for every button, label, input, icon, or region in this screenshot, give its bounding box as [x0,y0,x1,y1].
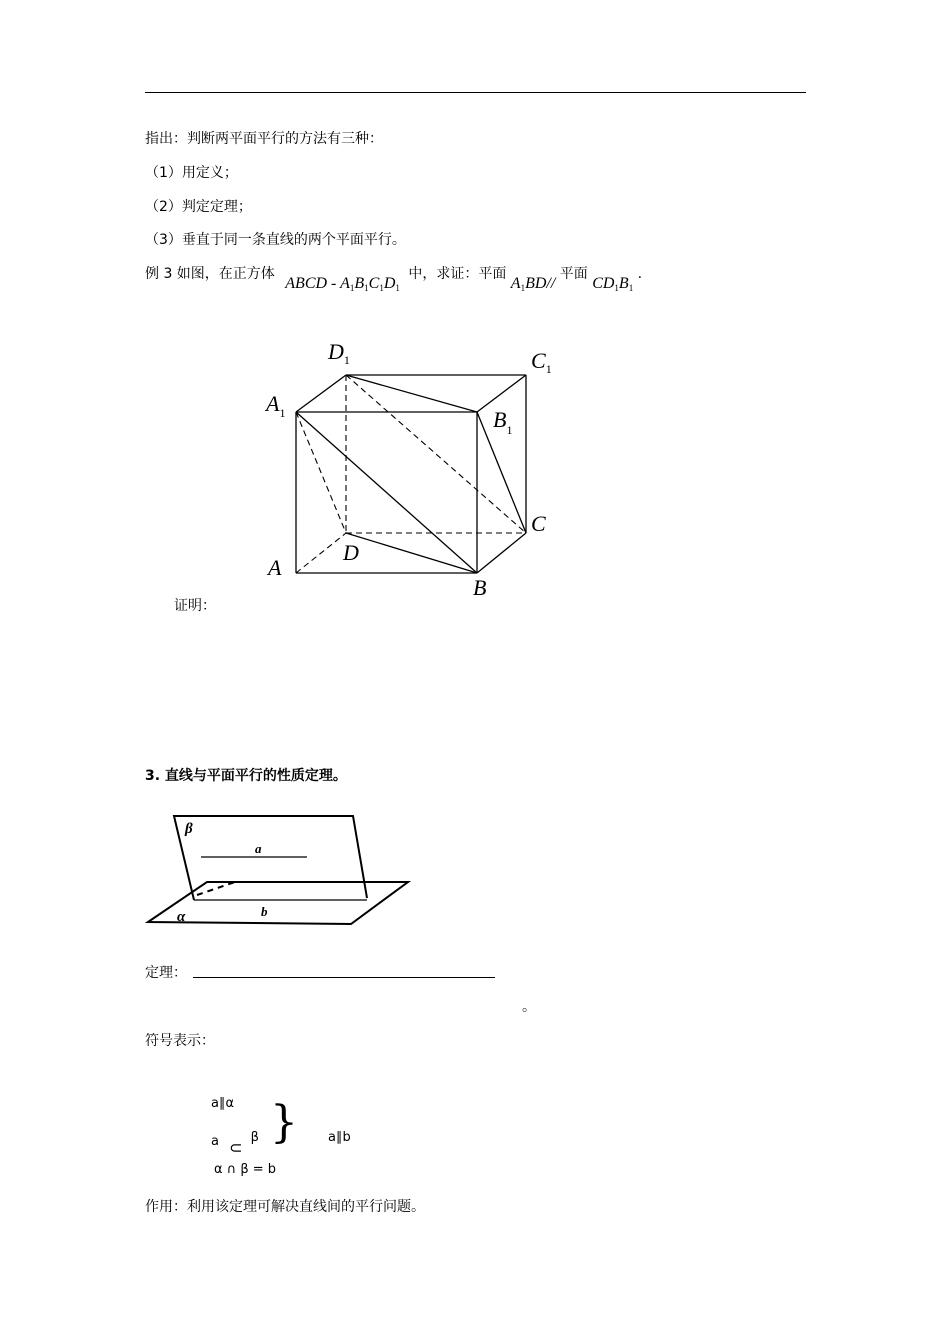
symbolic-conclusion: a∥b [328,1130,351,1145]
intro-item-2: （2）判定定理； [145,199,252,215]
symbolic-line-3: α ∩ β = b [214,1162,277,1177]
symbolic-line-1: a∥α [211,1096,235,1111]
header-rule [145,92,806,93]
symbolic-brace: } [270,1097,298,1148]
symbolic-line-2: a ⊂ β [211,1130,259,1157]
plane-figure [145,808,415,933]
example3-prefix: 例 3 如图，在正方体 [145,266,275,282]
plane-a1bd: $A_1BD//$ [510,275,556,293]
label-beta: β [185,821,193,837]
example3-line: 例 3 如图，在正方体 ABCD - $A_1B_1C_1D_1$ 中，求证：平面 $A_1BD//$ 平面 $CD_1B_1$ . [145,266,643,293]
section3-title: 3. 直线与平面平行的性质定理。 [145,768,347,784]
label-a: A [268,555,282,580]
plane-cd1b1: $CD_1B_1$ [592,275,634,293]
label-b1: $B_1$ [493,407,513,437]
label-a: a [255,841,262,856]
label-d: D [343,540,359,565]
cube-name: ABCD - $A_1B_1C_1D_1$ [285,275,400,293]
label-c1: $C_1$ [531,348,552,376]
label-b: B [473,575,487,600]
intro-heading: 指出：判断两平面平行的方法有三种： [145,131,383,147]
intro-item-3: （3）垂直于同一条直线的两个平面平行。 [145,232,406,248]
label-d1: $D_1$ [328,339,350,367]
symbolic-label: 符号表示： [145,1033,215,1049]
example3-mid: 中，求证：平面 [408,266,507,282]
theorem-blank [193,977,495,978]
cube-figure [255,335,575,605]
label-c: C [531,511,546,536]
example3-mid2: 平面 [559,266,588,282]
usage-text: 作用：利用该定理可解决直线间的平行问题。 [145,1199,425,1215]
proof-label: 证明： [174,598,216,614]
label-alpha: α [177,909,186,925]
theorem-label: 定理： [145,965,187,981]
label-b: b [261,904,268,919]
theorem-end-mark: 。 [522,999,536,1015]
label-a1: $A_1$ [266,391,286,420]
intro-item-1: （1）用定义； [145,165,238,181]
